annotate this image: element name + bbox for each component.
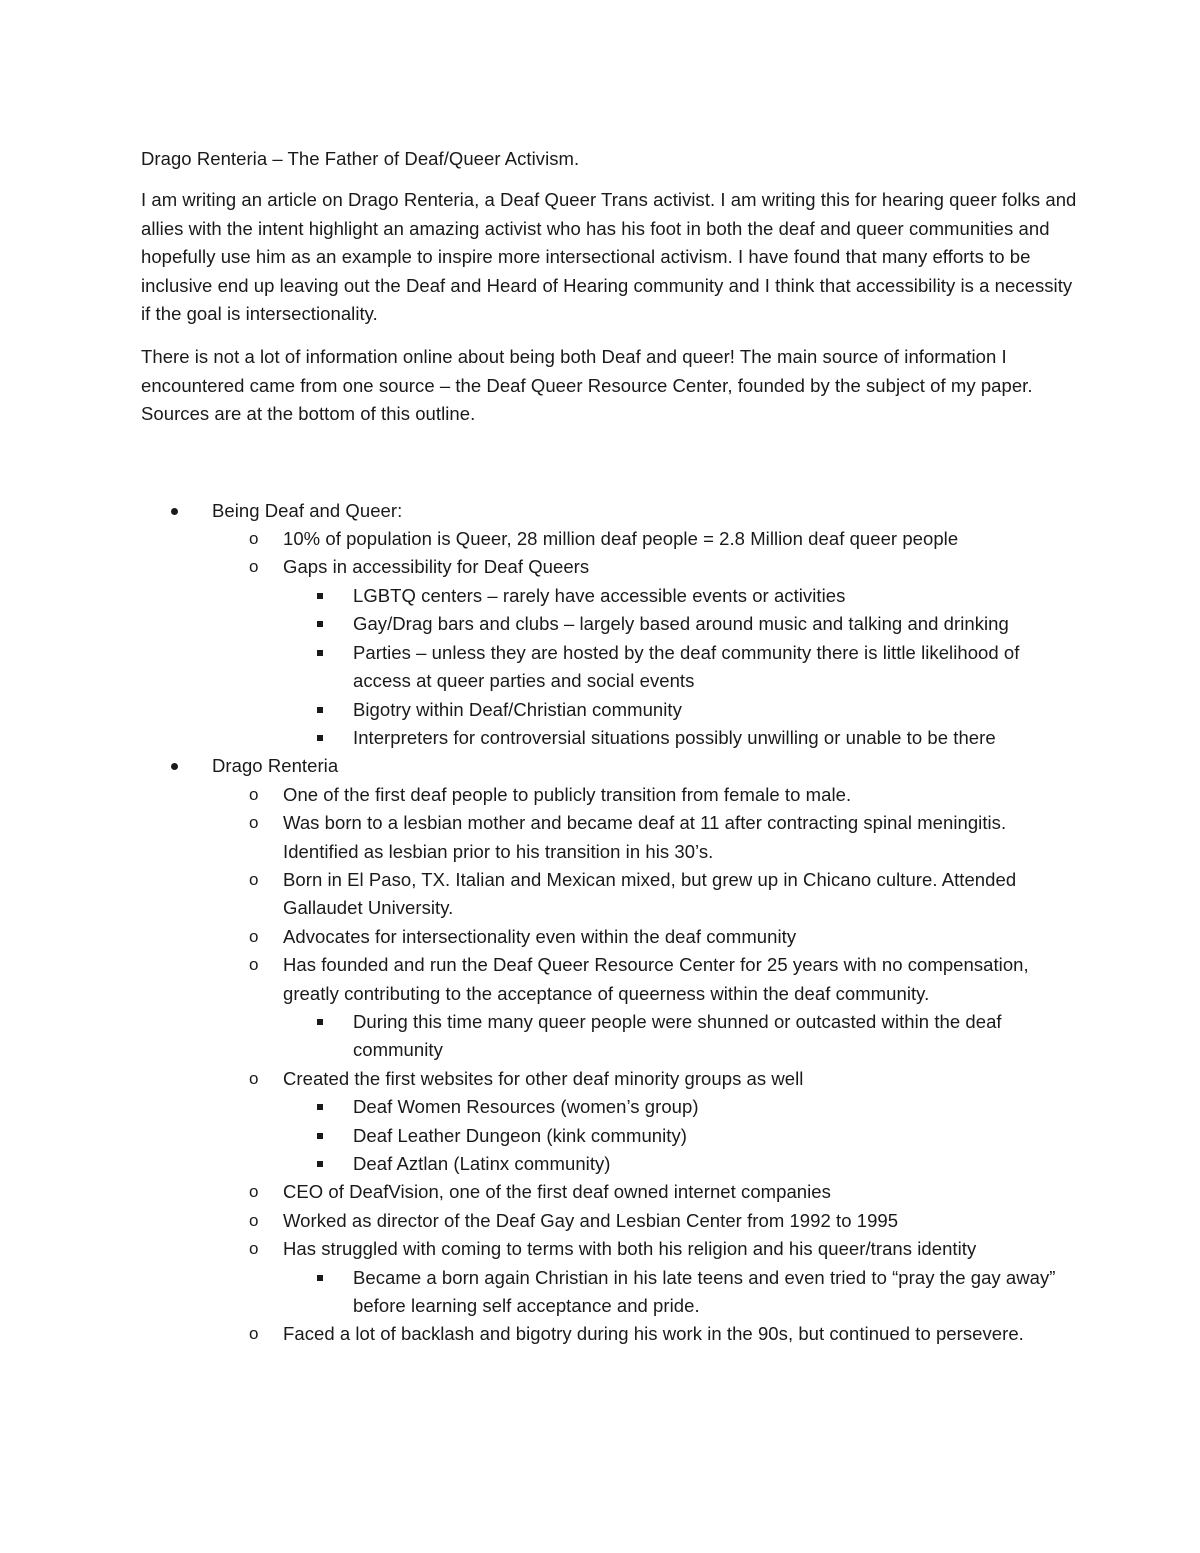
list-item-text: Deaf Women Resources (women’s group) (353, 1096, 699, 1118)
list-item (283, 696, 1080, 724)
sub-sub-list (212, 1264, 1080, 1321)
list-item-text: Advocates for intersectionality even within the deaf community (283, 925, 797, 947)
sources-paragraph: There is not a lot of information online about being both Deaf and queer! The main source of information I encountered came from one source – the Deaf Queer Resource Center, founded by the subject of my paper. Sources are at the bottom of this outline. (141, 346, 1033, 425)
list-item-text: One of the first deaf people to publicly transition from female to male. (283, 783, 852, 805)
list-item-text: Born in El Paso, TX. Italian and Mexican mixed, but grew up in Chicano culture. Attended Gallaudet University. (283, 868, 1017, 919)
outline-list (141, 497, 1080, 1349)
bullet-circle-icon: o (249, 1182, 259, 1202)
document-title: Drago Renteria – The Father of Deaf/Queer Activism. (141, 148, 580, 169)
list-item (283, 1008, 1080, 1065)
list-item (212, 809, 1080, 866)
list-item-text: Gaps in accessibility for Deaf Queers (283, 556, 590, 578)
section-label: Drago Renteria (212, 755, 339, 777)
list-item (212, 1235, 1080, 1320)
list-item-text: During this time many queer people were shunned or outcasted within the deaf community (353, 1010, 1002, 1061)
list-item (212, 553, 1080, 752)
list-item-text: Bigotry within Deaf/Christian community (353, 698, 682, 720)
list-item (283, 582, 1080, 610)
list-item-text: CEO of DeafVision, one of the first deaf owned internet companies (283, 1181, 831, 1203)
list-item (212, 1207, 1080, 1235)
bullet-circle-icon: o (249, 1068, 259, 1088)
list-item-text: LGBTQ centers – rarely have accessible events or activities (353, 584, 846, 606)
list-item (283, 1150, 1080, 1178)
list-item (212, 781, 1080, 809)
list-item-text: Deaf Leather Dungeon (kink community) (353, 1124, 687, 1146)
section-label: Being Deaf and Queer: (212, 499, 403, 521)
bullet-circle-icon: o (249, 557, 259, 577)
bullet-circle-icon: o (249, 1239, 259, 1259)
bullet-circle-icon: o (249, 784, 259, 804)
sub-sub-list (212, 582, 1080, 752)
list-item-text: Became a born again Christian in his late teens and even tried to “pray the gay away” before learning self acceptance and pride. (353, 1266, 1056, 1317)
list-item (283, 610, 1080, 638)
list-item-text: Was born to a lesbian mother and became deaf at 11 after contracting spinal meningitis. Identified as lesbian prior to his transition in his 30’s. (283, 812, 1007, 862)
list-item-text: 10% of population is Queer, 28 million deaf people = 2.8 Million deaf queer people (283, 528, 959, 550)
bullet-circle-icon: o (249, 1324, 259, 1344)
list-item (212, 866, 1080, 923)
list-item (212, 1065, 1080, 1179)
bullet-circle-icon: o (249, 926, 259, 946)
bullet-circle-icon: o (249, 529, 259, 549)
bullet-circle-icon: o (249, 1210, 259, 1230)
outline-section-drago-renteria (141, 752, 1080, 1349)
list-item (212, 525, 1080, 553)
sub-sub-list (212, 1093, 1080, 1178)
list-item (283, 639, 1080, 696)
list-item (212, 1178, 1080, 1206)
list-item-text: Has struggled with coming to terms with both his religion and his queer/trans identity (283, 1238, 977, 1260)
intro-paragraph: I am writing an article on Drago Renteria, a Deaf Queer Trans activist. I am writing this for hearing queer folks and allies with the intent highlight an amazing activist who has his foot in both the deaf and queer communities and hopefully use him as an example to inspire more intersectional activism. I have found that many efforts to be inclusive end up leaving out the Deaf and Heard of Hearing community and I think that accessibility is a necessity if the goal is intersectionality. (141, 189, 1077, 325)
bullet-circle-icon: o (249, 955, 259, 975)
sub-sub-list (212, 1008, 1080, 1065)
bullet-circle-icon: o (249, 813, 259, 833)
blank-space (141, 429, 1080, 497)
outline-section-being-deaf-and-queer (141, 497, 1080, 753)
list-item (212, 923, 1080, 951)
list-item (283, 1264, 1080, 1321)
list-item-text: Worked as director of the Deaf Gay and Lesbian Center from 1992 to 1995 (283, 1209, 899, 1231)
bullet-circle-icon: o (249, 869, 259, 889)
sub-list (141, 781, 1080, 1349)
list-item (283, 724, 1080, 752)
list-item-text: Faced a lot of backlash and bigotry during his work in the 90s, but continued to persevere. (283, 1323, 1024, 1345)
list-item (212, 1320, 1080, 1348)
list-item-text: Parties – unless they are hosted by the deaf community there is little likelihood of access at queer parties and social events (353, 641, 1020, 692)
list-item (212, 951, 1080, 1065)
sub-list (141, 525, 1080, 752)
list-item (283, 1093, 1080, 1121)
list-item-text: Deaf Aztlan (Latinx community) (353, 1153, 611, 1174)
list-item-text: Created the first websites for other deaf minority groups as well (283, 1067, 804, 1089)
list-item-text: Interpreters for controversial situations possibly unwilling or unable to be there (353, 726, 996, 748)
list-item-text: Gay/Drag bars and clubs – largely based around music and talking and drinking (353, 613, 1009, 635)
list-item-text: Has founded and run the Deaf Queer Resource Center for 25 years with no compensation, greatly contributing to the acceptance of queerness within the deaf community. (283, 954, 1029, 1004)
list-item (283, 1122, 1080, 1150)
